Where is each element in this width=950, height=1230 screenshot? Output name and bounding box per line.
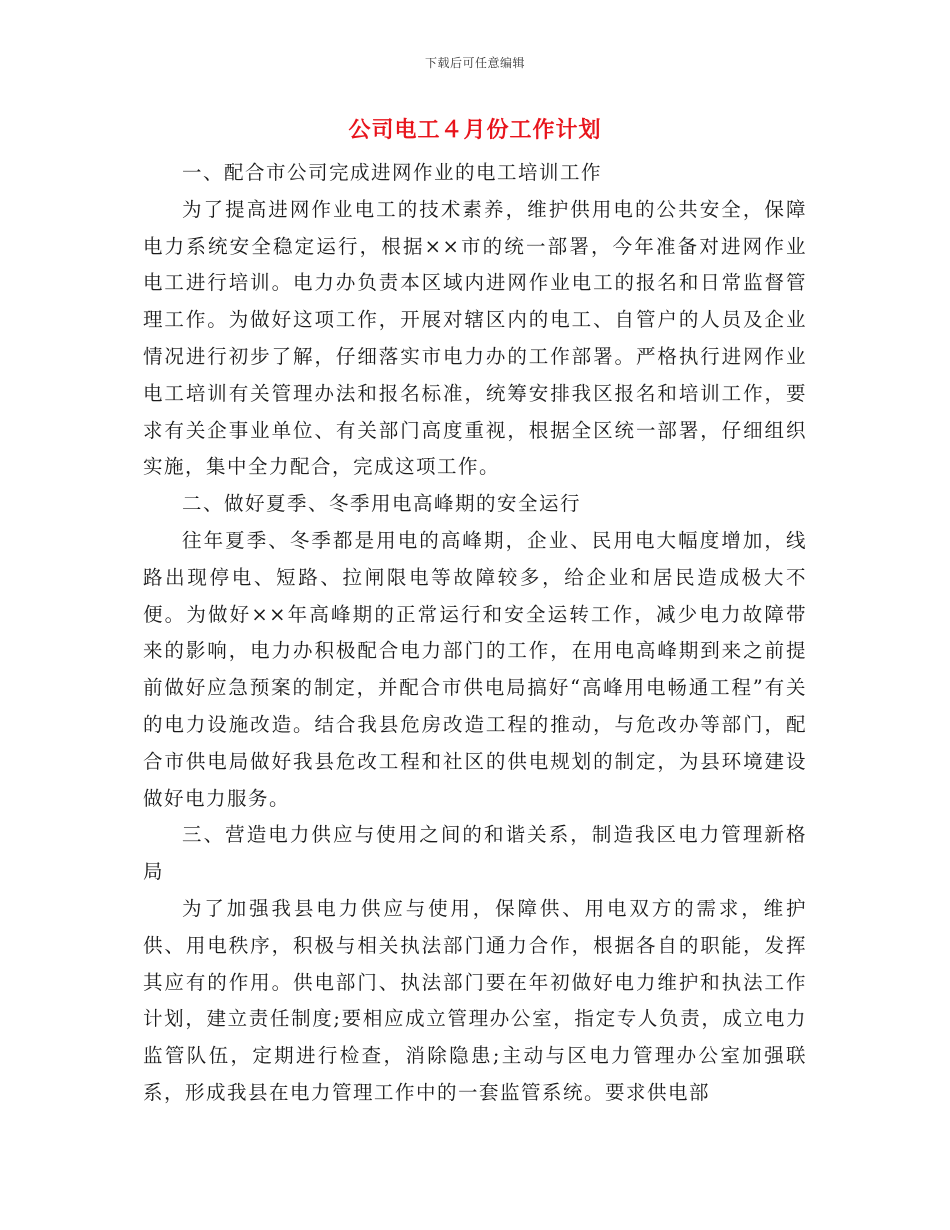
header-note: 下载后可任意编辑 (424, 56, 525, 70)
section-heading-2: 二、做好夏季、冬季用电高峰期的安全运行 (182, 492, 582, 516)
section-heading-1: 一、配合市公司完成进网作业的电工培训工作 (182, 161, 603, 184)
document-body (143, 155, 807, 1112)
body-paragraph-1: 为了提高进网作业电工的技术素养，维护供用电的公共安全，保障电力系统安全稳定运行，根据××市的统一部署，今年准备对进网作业电工进行培训。电力办负责本区域内进网作业电工的报名和日常监督管理工作。为做好这项工作，开展对辖区内的电工、自管户的人员及企业情况进行初步了解，仔细落实市电力办的工作部署。严格执行进网作业电工培训有关管理办法和报名标准，统筹安排我区报名和培训工作，要求有关企事业单位、有关部门高度重视，根据全区统一部署，仔细组织实施，集中全力配合，完成这项工作。 (143, 197, 807, 479)
section-heading-3: 三、营造电力供应与使用之间的和谐关系，制造我区电力管理新格局 (143, 823, 807, 884)
body-paragraph-2: 往年夏季、冬季都是用电的高峰期，企业、民用电大幅度增加，线路出现停电、短路、拉闸限电等故障较多，给企业和居民造成极大不便。为做好××年高峰期的正常运行和安全运转工作，减少电力故障带来的影响，电力办积极配合电力部门的工作，在用电高峰期到来之前提前做好应急预案的制定，并配合市供电局搞好“高峰用电畅通工程”有关的电力设施改造。结合我县危房改造工程的推动，与危改办等部门，配合市供电局做好我县危改工程和社区的供电规划的制定，为县环境建设做好电力服务。 (143, 528, 807, 810)
document-title: 公司电工４月份工作计划 (348, 117, 602, 143)
body-paragraph-3: 为了加强我县电力供应与使用，保障供、用电双方的需求，维护供、用电秩序，积极与相关执法部门通力合作，根据各自的职能，发挥其应有的作用。供电部门、执法部门要在年初做好电力维护和执法工作计划，建立责任制度;要相应成立管理办公室，指定专人负责，成立电力监管队伍，定期进行检查，消除隐患;主动与区电力管理办公室加强联系，形成我县在电力管理工作中的一套监管系统。要求供电部 (143, 896, 807, 1104)
